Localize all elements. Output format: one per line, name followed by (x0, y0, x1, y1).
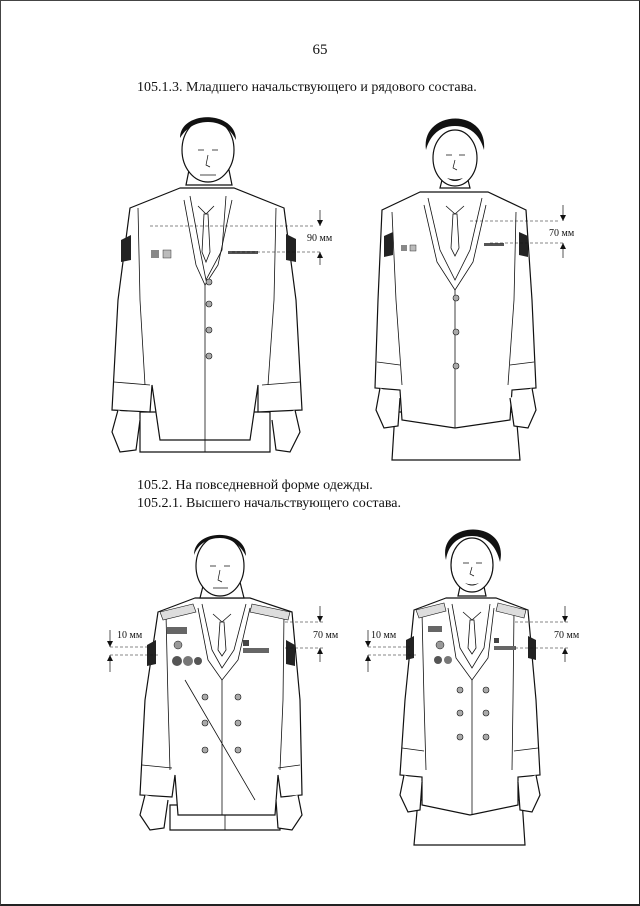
figure-bottom-male (107, 535, 325, 830)
top-female-dimension-label: 70 мм (549, 228, 575, 239)
bottom-male-right-dimension-label: 70 мм (313, 630, 339, 641)
figure-top-male (112, 117, 323, 452)
heading-105-1-3: 105.1.3. Младшего начальствующего и рядового состава. (137, 80, 477, 95)
bottom-female-left-dimension-label: 10 мм (371, 630, 397, 641)
heading-105-2-1: 105.2.1. Высшего начальствующего состава. (137, 496, 401, 511)
figure-top-female (375, 118, 566, 460)
heading-105-2: 105.2. На повседневной форме одежды. (137, 478, 373, 493)
page-number: 65 (312, 42, 328, 58)
bottom-male-left-dimension-label: 10 мм (117, 630, 143, 641)
bottom-female-right-dimension-label: 70 мм (554, 630, 580, 641)
figure-bottom-female (365, 530, 568, 846)
top-male-dimension-label: 90 мм (307, 233, 333, 244)
